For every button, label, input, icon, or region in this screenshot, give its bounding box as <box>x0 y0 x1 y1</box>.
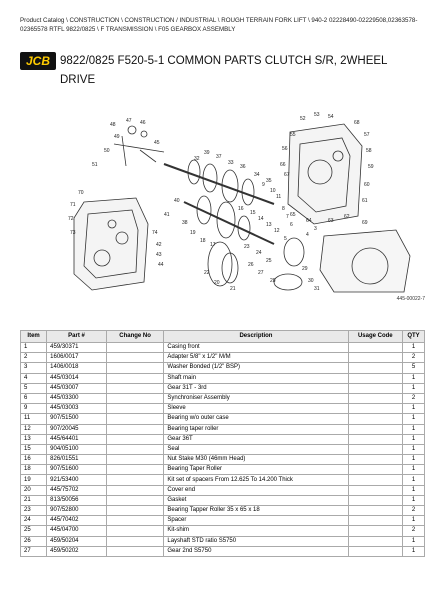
header-usage-code: Usage Code <box>348 331 402 343</box>
svg-text:37: 37 <box>216 154 222 160</box>
change-no-cell <box>106 526 164 536</box>
part-number-cell[interactable]: 459/50204 <box>47 536 107 546</box>
description-cell: Cover end <box>164 485 348 495</box>
item-cell: 2 <box>21 353 47 363</box>
table-row <box>21 516 425 526</box>
table-row <box>21 465 425 475</box>
table-row <box>21 383 425 393</box>
table-row <box>21 393 425 403</box>
svg-text:51: 51 <box>92 162 98 168</box>
svg-text:22: 22 <box>204 270 210 276</box>
part-number-cell[interactable]: 826/01551 <box>47 455 107 465</box>
change-no-cell <box>106 383 164 393</box>
table-row <box>21 506 425 516</box>
usage-code-cell <box>348 414 402 424</box>
item-cell: 1 <box>21 343 47 353</box>
table-row <box>21 485 425 495</box>
item-cell: 4 <box>21 373 47 383</box>
description-cell: Bearing w/o outer case <box>164 414 348 424</box>
part-number-cell[interactable]: 445/64401 <box>47 434 107 444</box>
description-cell: Gasket <box>164 495 348 505</box>
parts-table-header <box>21 331 425 343</box>
header-change-no: Change No <box>106 331 164 343</box>
change-no-cell <box>106 546 164 556</box>
description-cell: Gear 2nd S5750 <box>164 546 348 556</box>
qty-cell: 1 <box>403 434 425 444</box>
qty-cell: 2 <box>403 506 425 516</box>
svg-text:29: 29 <box>302 266 308 272</box>
item-cell: 12 <box>21 424 47 434</box>
qty-cell: 1 <box>403 373 425 383</box>
part-number-cell[interactable]: 907/52800 <box>47 506 107 516</box>
svg-text:68: 68 <box>354 120 360 126</box>
svg-text:21: 21 <box>230 286 236 292</box>
header-part-number: Part # <box>47 331 107 343</box>
qty-cell: 1 <box>403 485 425 495</box>
svg-text:10: 10 <box>270 188 276 194</box>
usage-code-cell <box>348 506 402 516</box>
svg-text:47: 47 <box>126 118 132 124</box>
table-row <box>21 475 425 485</box>
svg-text:17: 17 <box>210 242 216 248</box>
page-title: 9822/0825 F520-5-1 COMMON PARTS CLUTCH S/R, 2WHEEL DRIVE <box>60 55 388 86</box>
description-cell: Sleeve <box>164 404 348 414</box>
qty-cell: 1 <box>403 414 425 424</box>
description-cell: Layshaft STD ratio S5750 <box>164 536 348 546</box>
usage-code-cell <box>348 475 402 485</box>
qty-cell: 1 <box>403 455 425 465</box>
svg-text:31: 31 <box>314 286 320 292</box>
change-no-cell <box>106 363 164 373</box>
part-number-cell[interactable]: 1406/0018 <box>47 363 107 373</box>
svg-text:11: 11 <box>276 194 282 200</box>
qty-cell: 2 <box>403 353 425 363</box>
svg-text:52: 52 <box>300 116 306 122</box>
svg-text:53: 53 <box>314 112 320 118</box>
item-cell: 15 <box>21 444 47 454</box>
svg-text:20: 20 <box>214 280 220 286</box>
change-no-cell <box>106 434 164 444</box>
svg-text:58: 58 <box>366 148 372 154</box>
header-item: Item <box>21 331 47 343</box>
svg-text:28: 28 <box>270 278 276 284</box>
usage-code-cell <box>348 383 402 393</box>
svg-text:7: 7 <box>286 214 289 220</box>
usage-code-cell <box>348 424 402 434</box>
svg-text:74: 74 <box>152 230 158 236</box>
usage-code-cell <box>348 516 402 526</box>
svg-text:66: 66 <box>280 162 286 168</box>
usage-code-cell <box>348 404 402 414</box>
svg-text:43: 43 <box>156 252 162 258</box>
change-no-cell <box>106 424 164 434</box>
item-cell: 25 <box>21 526 47 536</box>
change-no-cell <box>106 475 164 485</box>
svg-text:25: 25 <box>266 258 272 264</box>
description-cell: Synchroniser Assembly <box>164 393 348 403</box>
description-cell: Gear 36T <box>164 434 348 444</box>
item-cell: 13 <box>21 434 47 444</box>
svg-text:63: 63 <box>328 218 334 224</box>
svg-text:30: 30 <box>308 278 314 284</box>
item-cell: 6 <box>21 393 47 403</box>
item-cell: 27 <box>21 546 47 556</box>
qty-cell: 5 <box>403 363 425 373</box>
description-cell: Gear 31T - 3rd <box>164 383 348 393</box>
svg-text:44: 44 <box>158 262 164 268</box>
item-cell: 9 <box>21 404 47 414</box>
change-no-cell <box>106 516 164 526</box>
change-no-cell <box>106 393 164 403</box>
usage-code-cell <box>348 434 402 444</box>
part-number-cell[interactable]: 907/51600 <box>47 465 107 475</box>
part-number-cell[interactable]: 907/51500 <box>47 414 107 424</box>
usage-code-cell <box>348 455 402 465</box>
svg-text:40: 40 <box>174 198 180 204</box>
header-qty: QTY <box>403 331 425 343</box>
svg-text:19: 19 <box>190 230 196 236</box>
svg-text:46: 46 <box>140 120 146 126</box>
svg-text:23: 23 <box>244 244 250 250</box>
svg-text:32: 32 <box>194 156 200 162</box>
change-no-cell <box>106 455 164 465</box>
svg-text:12: 12 <box>274 228 280 234</box>
svg-text:73: 73 <box>70 230 76 236</box>
part-number-cell[interactable]: 921/53400 <box>47 475 107 485</box>
svg-text:24: 24 <box>256 250 262 256</box>
svg-text:64: 64 <box>306 218 312 224</box>
item-cell: 21 <box>21 495 47 505</box>
svg-text:3: 3 <box>314 226 317 232</box>
table-row <box>21 404 425 414</box>
svg-text:16: 16 <box>238 206 244 212</box>
diagram-reference: 445-00022-7 <box>396 296 425 302</box>
change-no-cell <box>106 485 164 495</box>
svg-text:27: 27 <box>258 270 264 276</box>
parts-table-body <box>21 343 425 557</box>
svg-text:67: 67 <box>284 172 290 178</box>
qty-cell: 1 <box>403 424 425 434</box>
part-number-cell[interactable]: 459/30371 <box>47 343 107 353</box>
item-cell: 24 <box>21 516 47 526</box>
description-cell: Nut Stake M30 (46mm Head) <box>164 455 348 465</box>
svg-text:26: 26 <box>248 262 254 268</box>
part-number-cell[interactable]: 445/04700 <box>47 526 107 536</box>
part-number-cell[interactable]: 445/03003 <box>47 404 107 414</box>
svg-text:35: 35 <box>266 178 272 184</box>
qty-cell: 1 <box>403 516 425 526</box>
svg-text:38: 38 <box>182 220 188 226</box>
table-row <box>21 363 425 373</box>
item-cell: 20 <box>21 485 47 495</box>
part-number-cell[interactable]: 445/75702 <box>47 485 107 495</box>
description-cell: Bearing Taper Roller <box>164 465 348 475</box>
svg-text:14: 14 <box>258 216 264 222</box>
table-row <box>21 414 425 424</box>
svg-text:6: 6 <box>290 222 293 228</box>
part-number-cell[interactable]: 445/03014 <box>47 373 107 383</box>
change-no-cell <box>106 506 164 516</box>
svg-text:54: 54 <box>328 114 334 120</box>
svg-text:8: 8 <box>282 206 285 212</box>
svg-text:34: 34 <box>254 172 260 178</box>
description-cell: Spacer <box>164 516 348 526</box>
svg-text:13: 13 <box>266 222 272 228</box>
table-row <box>21 424 425 434</box>
item-cell: 26 <box>21 536 47 546</box>
svg-text:9: 9 <box>262 182 265 188</box>
qty-cell: 1 <box>403 546 425 556</box>
svg-text:42: 42 <box>156 242 162 248</box>
change-no-cell <box>106 353 164 363</box>
table-row <box>21 353 425 363</box>
svg-text:59: 59 <box>368 164 374 170</box>
table-row <box>21 343 425 353</box>
table-row <box>21 373 425 383</box>
qty-cell: 1 <box>403 475 425 485</box>
exploded-parts-diagram <box>44 106 432 294</box>
svg-text:65: 65 <box>290 212 296 218</box>
svg-text:5: 5 <box>284 236 287 242</box>
qty-cell: 2 <box>403 393 425 403</box>
change-no-cell <box>106 404 164 414</box>
part-number-cell[interactable]: 445/70402 <box>47 516 107 526</box>
qty-cell: 1 <box>403 465 425 475</box>
svg-text:41: 41 <box>164 212 170 218</box>
qty-cell: 1 <box>403 383 425 393</box>
svg-text:4: 4 <box>306 232 309 238</box>
svg-text:72: 72 <box>68 216 74 222</box>
change-no-cell <box>106 414 164 424</box>
part-number-cell[interactable]: 907/20045 <box>47 424 107 434</box>
item-cell: 16 <box>21 455 47 465</box>
table-row <box>21 434 425 444</box>
svg-text:57: 57 <box>364 132 370 138</box>
header-description: Description <box>164 331 348 343</box>
svg-text:56: 56 <box>282 146 288 152</box>
jcb-logo: JCB <box>20 52 56 70</box>
svg-text:15: 15 <box>250 210 256 216</box>
usage-code-cell <box>348 495 402 505</box>
svg-text:62: 62 <box>344 214 350 220</box>
usage-code-cell <box>348 444 402 454</box>
description-cell: Bearing taper roller <box>164 424 348 434</box>
description-cell: Kit set of spacers From 12.625 To 14.200 Thick <box>164 475 348 485</box>
description-cell: Seal <box>164 444 348 454</box>
change-no-cell <box>106 444 164 454</box>
usage-code-cell <box>348 485 402 495</box>
description-cell: Washer Bonded (1/2" BSP) <box>164 363 348 373</box>
svg-text:39: 39 <box>204 150 210 156</box>
usage-code-cell <box>348 526 402 536</box>
part-number-cell[interactable]: 459/50202 <box>47 546 107 556</box>
svg-text:61: 61 <box>362 198 368 204</box>
change-no-cell <box>106 373 164 383</box>
description-cell: Kit-shim <box>164 526 348 536</box>
part-number-cell[interactable]: 904/05100 <box>47 444 107 454</box>
usage-code-cell <box>348 546 402 556</box>
part-number-cell[interactable]: 445/03300 <box>47 393 107 403</box>
svg-text:36: 36 <box>240 164 246 170</box>
usage-code-cell <box>348 393 402 403</box>
svg-text:45: 45 <box>154 140 160 146</box>
svg-text:48: 48 <box>110 122 116 128</box>
table-row <box>21 455 425 465</box>
item-cell: 5 <box>21 383 47 393</box>
table-row <box>21 536 425 546</box>
qty-cell: 2 <box>403 526 425 536</box>
usage-code-cell <box>348 343 402 353</box>
item-cell: 18 <box>21 465 47 475</box>
item-cell: 3 <box>21 363 47 373</box>
change-no-cell <box>106 495 164 505</box>
usage-code-cell <box>348 536 402 546</box>
change-no-cell <box>106 465 164 475</box>
qty-cell: 1 <box>403 536 425 546</box>
description-cell: Bearing Tapper Roller 35 x 65 x 18 <box>164 506 348 516</box>
usage-code-cell <box>348 465 402 475</box>
table-row <box>21 495 425 505</box>
svg-text:55: 55 <box>290 132 296 138</box>
change-no-cell <box>106 343 164 353</box>
svg-text:71: 71 <box>70 202 76 208</box>
item-cell: 23 <box>21 506 47 516</box>
svg-text:18: 18 <box>200 238 206 244</box>
part-number-cell[interactable]: 445/03007 <box>47 383 107 393</box>
svg-text:69: 69 <box>362 220 368 226</box>
svg-text:49: 49 <box>114 134 120 140</box>
usage-code-cell <box>348 353 402 363</box>
parts-table <box>20 330 425 557</box>
part-number-cell[interactable]: 1606/0017 <box>47 353 107 363</box>
change-no-cell <box>106 536 164 546</box>
breadcrumb: Product Catalog \ CONSTRUCTION \ CONSTRUCTION / INDUSTRIAL \ ROUGH TERRAIN FORK LIFT \ 940-2 02228490-02229508,02363578-02365578 RTFL 9822/0825 \ F TRANSMISSION \ F05 GEARBOX ASSEMBLY <box>20 17 418 33</box>
item-cell: 11 <box>21 414 47 424</box>
qty-cell: 1 <box>403 343 425 353</box>
table-row <box>21 444 425 454</box>
description-cell: Shaft main <box>164 373 348 383</box>
part-number-cell[interactable]: 813/50056 <box>47 495 107 505</box>
description-cell: Adapter 5/8" x 1/2" M/M <box>164 353 348 363</box>
table-row <box>21 526 425 536</box>
usage-code-cell <box>348 363 402 373</box>
usage-code-cell <box>348 373 402 383</box>
svg-text:33: 33 <box>228 160 234 166</box>
qty-cell: 1 <box>403 444 425 454</box>
item-cell: 19 <box>21 475 47 485</box>
qty-cell: 1 <box>403 495 425 505</box>
table-row <box>21 546 425 556</box>
description-cell: Casing front <box>164 343 348 353</box>
qty-cell: 1 <box>403 404 425 414</box>
svg-text:50: 50 <box>104 148 110 154</box>
svg-text:70: 70 <box>78 190 84 196</box>
svg-text:60: 60 <box>364 182 370 188</box>
